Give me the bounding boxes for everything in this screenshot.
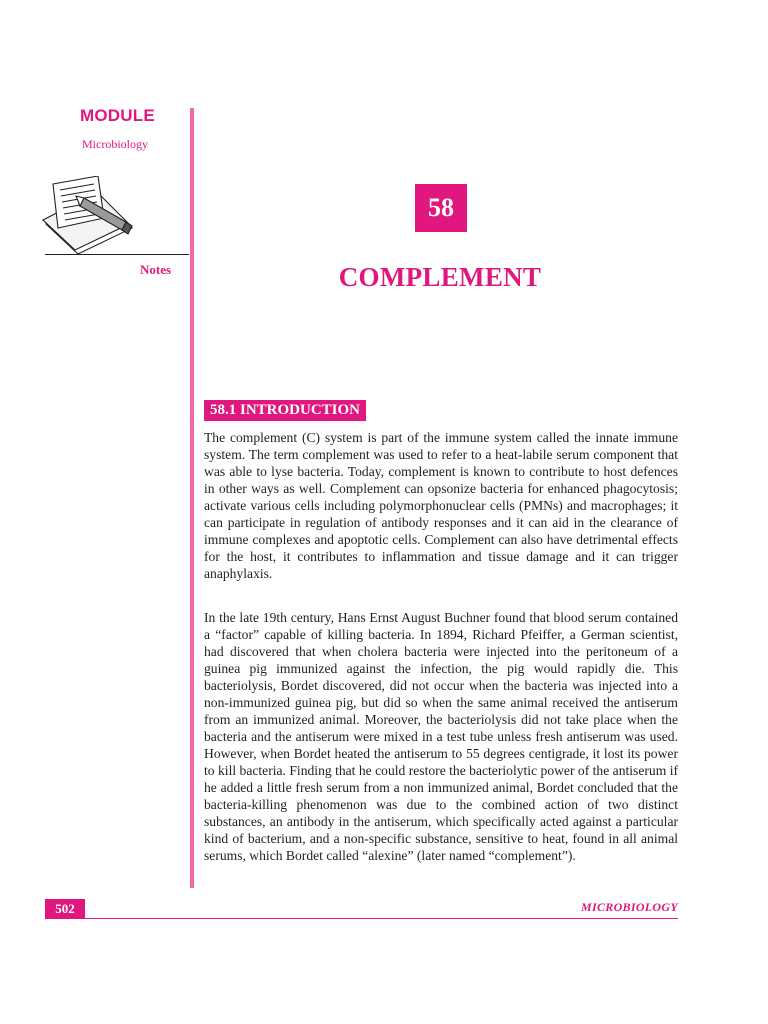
chapter-number: 58 [415,184,467,232]
running-title: MICROBIOLOGY [581,900,678,914]
page-number: 502 [45,899,85,918]
margin-bar [190,108,194,888]
notes-divider [45,254,189,255]
section-heading: 58.1 INTRODUCTION [204,400,366,421]
notepad-pencil-icon [38,176,138,256]
paragraph-1: The complement (C) system is part of the immune system called the innate immune system. The term complement was used to refer to a heat-labile serum component that was able to lyse bacteria. Today, complement is known to contribute to host defences in other ways as well. Complement can opsonize bacteria for enhanced phagocytosis; activate various cells including polymorphonuclear cells (PMNs) and macrophages; it can participate in regulation of antibody responses and it can aid in the clearance of immune complexes and apoptotic cells. Complement can also have detrimental effects for the host, it contributes to inflammation and tissue damage and it can trigger anaphylaxis. [204,430,678,581]
chapter-title: COMPLEMENT [338,262,542,292]
paragraph-2: In the late 19th century, Hans Ernst August Buchner found that blood serum contained a “factor” capable of killing bacteria. In 1894, Richard Pfeiffer, a German scientist, had discovered that when cholera bacteria were injected into the peritoneum of a guinea pig immunized against the infection, the pig would rapidly die. This bacteriolysis, Bordet discovered, did not occur when the bacteria was injected into a non-immunized guinea pig, but did so when the same animal received the antiserum from an immunized animal. Moreover, the bacteriolysis did not take place when the bacteria and the antiserum were mixed in a test tube unless fresh antiserum was used. However, when Bordet heated the antiserum to 55 degrees centigrade, it lost its power to kill bacteria. Finding that he could restore the bacteriolytic power of the antiserum if he added a little fresh serum from a non immunized animal, Bordet concluded that the bacteria-killing phenomenon was due to the combined action of two distinct substances, an antibody in the antiserum, which specifically acted against a particular kind of bacterium, and a non-specific substance, sensitive to heat, found in all animal serums, which Bordet called “alexine” (later named “complement”). [204,610,678,863]
notes-label: Notes [140,262,172,277]
module-title: MODULE [80,106,155,125]
footer-rule [45,918,678,919]
module-subject: Microbiology [82,137,148,151]
